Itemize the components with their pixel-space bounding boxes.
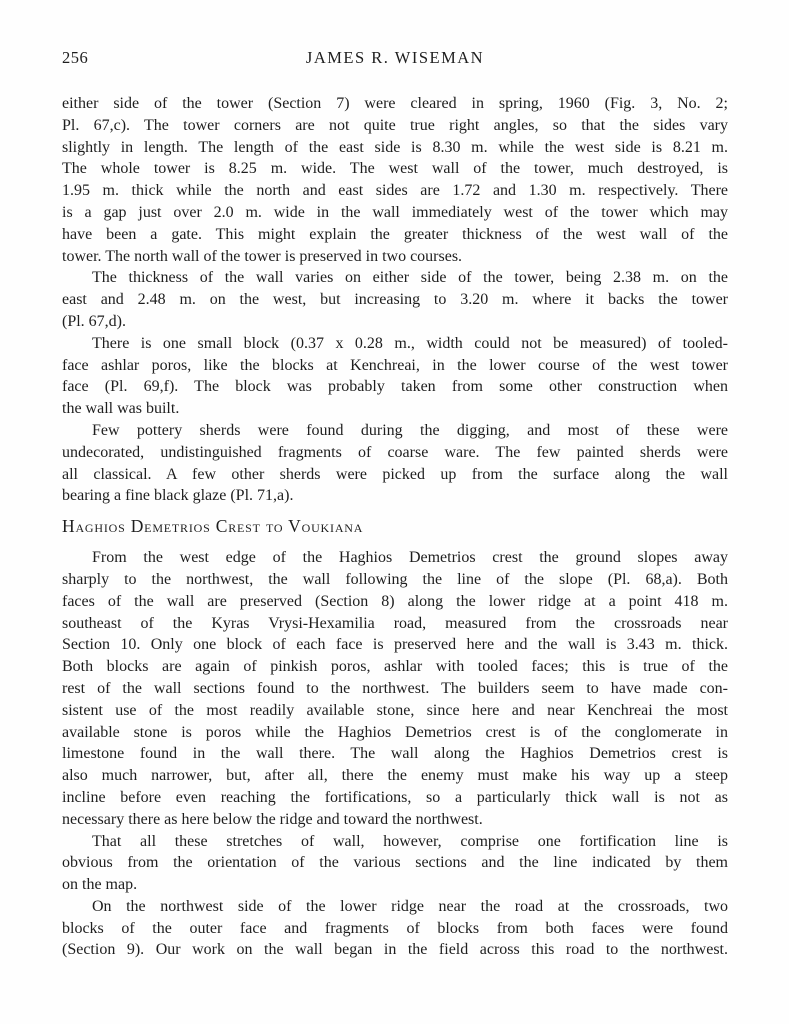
text-line: either side of the tower (Section 7) were cleared in spring, 1960 (Fig. 3, No. 2;	[62, 95, 728, 112]
text-line: The whole tower is 8.25 m. wide. The west wall of the tower, much destroyed, is	[62, 160, 728, 178]
text-line: obvious from the orientation of the various sections and the line indicated by them	[62, 854, 728, 872]
text-line: Both blocks are again of pinkish poros, ashlar with tooled faces; this is true of the	[62, 658, 728, 676]
text-line: undecorated, undistinguished fragments of coarse ware. The few painted sherds were	[62, 443, 728, 461]
paragraph	[62, 93, 728, 267]
text-line: tower. The north wall of the tower is preserved in two courses.	[62, 247, 463, 265]
text-line: sistent use of the most readily available stone, since here and near Kenchreai the most	[62, 701, 728, 719]
text-line: That all these stretches of wall, however, comprise one fortification line is	[92, 832, 728, 850]
text-line: available stone is poros while the Haghios Demetrios crest is of the conglomerate in	[62, 723, 728, 741]
text-line: 1.95 m. thick while the north and east sides are 1.72 and 1.30 m. respectively. There	[62, 182, 728, 200]
text-line: faces of the wall are preserved (Section 8) along the lower ridge at a point 418 m.	[62, 592, 728, 610]
paragraph	[62, 831, 728, 896]
text-line: Pl. 67,c). The tower corners are not quite true right angles, so that the sides vary	[62, 116, 728, 134]
text-line: the wall was built.	[62, 400, 180, 418]
paragraph	[62, 547, 728, 830]
paragraph	[62, 420, 728, 507]
text-line: face ashlar poros, like the blocks at Kenchreai, in the lower course of the west tower	[62, 356, 728, 374]
running-title: JAMES R. WISEMAN	[305, 48, 485, 67]
text-line: incline before even reaching the fortifications, so a particularly thick wall is not as	[62, 788, 728, 806]
text-line: limestone found in the wall there. The wall along the Haghios Demetrios crest is	[62, 745, 728, 763]
text-line: on the map.	[62, 876, 138, 894]
paragraph	[62, 333, 728, 420]
text-line: There is one small block (0.37 x 0.28 m., width could not be measured) of tooled-	[92, 334, 728, 352]
text-line: slightly in length. The length of the east side is 8.30 m. while the west side is 8.21 m.	[62, 138, 728, 156]
body-text	[62, 93, 728, 961]
text-line: (Section 9). Our work on the wall began in the field across this road to the northwest.	[62, 941, 728, 959]
paragraph	[62, 896, 728, 961]
text-line: face (Pl. 69,f). The block was probably taken from some other construction when	[62, 378, 728, 396]
text-line: rest of the wall sections found to the northwest. The builders seem to have made con-	[62, 679, 728, 697]
page-number: 256	[62, 48, 89, 67]
text-line: Section 10. Only one block of each face is preserved here and the wall is 3.43 m. thick.	[62, 636, 728, 654]
text-line: Few pottery sherds were found during the digging, and most of these were	[92, 421, 728, 439]
text-line: necessary there as here below the ridge and toward the northwest.	[62, 810, 483, 828]
text-line: have been a gate. This might explain the greater thickness of the west wall of the	[62, 225, 728, 243]
text-line: is a gap just over 2.0 m. wide in the wall immediately west of the tower which may	[62, 203, 728, 221]
text-line: sharply to the northwest, the wall following the line of the slope (Pl. 68,a). Both	[62, 570, 728, 588]
text-line: southeast of the Kyras Vrysi-Hexamilia road, measured from the crossroads near	[62, 614, 728, 632]
text-line: blocks of the outer face and fragments of blocks from both faces were found	[62, 919, 728, 937]
text-line: east and 2.48 m. on the west, but increasing to 3.20 m. where it backs the tower	[62, 291, 728, 309]
text-line: (Pl. 67,d).	[62, 312, 126, 330]
text-line: From the west edge of the Haghios Demetrios crest the ground slopes away	[92, 549, 728, 567]
page-header	[62, 48, 728, 68]
text-line: On the northwest side of the lower ridge near the road at the crossroads, two	[92, 897, 728, 915]
text-line: The thickness of the wall varies on either side of the tower, being 2.38 m. on the	[92, 269, 728, 287]
text-line: also much narrower, but, after all, there the enemy must make his way up a steep	[62, 767, 728, 785]
text-line: bearing a fine black glaze (Pl. 71,a).	[62, 487, 294, 505]
section-heading: Haghios Demetrios Crest to Voukiana	[62, 516, 364, 537]
text-line: all classical. A few other sherds were picked up from the surface along the wall	[62, 465, 728, 483]
paragraph	[62, 267, 728, 332]
